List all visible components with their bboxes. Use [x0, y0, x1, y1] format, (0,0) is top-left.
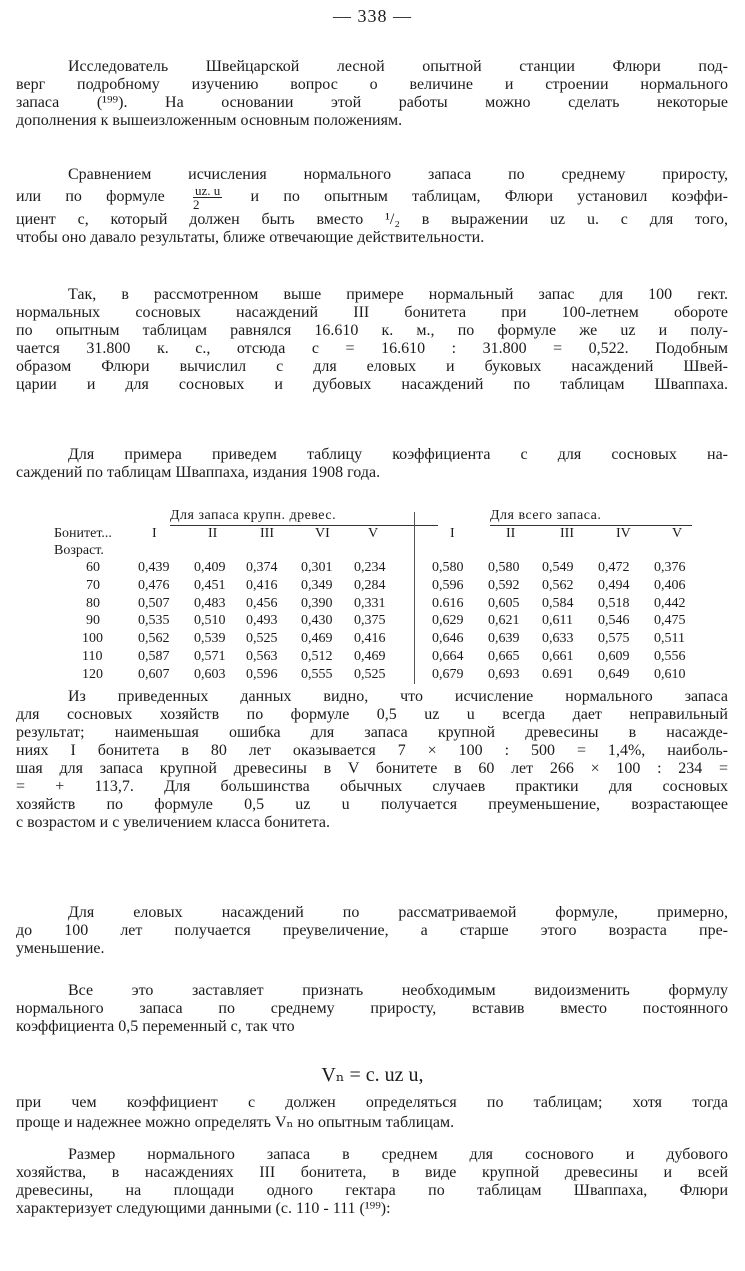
table-cell: 0,416 — [246, 577, 278, 593]
text-line: Размер нормального запаса в среднем для соснового и дубового — [68, 1146, 728, 1163]
table-cell: 0,563 — [246, 649, 278, 664]
table-cell: 0,584 — [542, 595, 574, 611]
table-cell: 0,390 — [301, 595, 333, 611]
table-cell: 0,592 — [488, 577, 520, 593]
table-cell: 0,639 — [488, 631, 520, 647]
table-cell: 0,562 — [138, 631, 170, 647]
paragraph-1 — [16, 58, 728, 130]
table-cell: 0,301 — [301, 560, 333, 575]
table-cell: 0,331 — [354, 595, 386, 611]
table-cell: 0,374 — [246, 560, 278, 575]
table-cell: 0,610 — [654, 666, 686, 682]
table-cell: 0,539 — [194, 631, 226, 647]
table-cell: 0,439 — [138, 560, 170, 575]
table-cell: 0,512 — [301, 649, 333, 664]
fraction — [193, 184, 222, 211]
table-cell: 0,535 — [138, 613, 170, 629]
table-column-header: V — [368, 526, 379, 541]
page-number: — 338 — — [333, 6, 412, 26]
table-column-header: IV — [616, 526, 631, 541]
table-cell: 0,442 — [654, 595, 686, 611]
text-line: образом Флюри вычислил с для еловых и буковых насаждений Швей- — [16, 358, 728, 375]
table-cell: 0,575 — [598, 631, 630, 647]
table-cell: 0,609 — [598, 649, 630, 664]
table-cell: 0,661 — [542, 649, 574, 664]
text-line: = + 113,7. Для большинства обычных случаев практики для сосновых — [16, 778, 728, 795]
table-cell: 0,629 — [432, 613, 464, 629]
text-line: Для еловых насаждений по рассматриваемой формуле, примерно, — [68, 904, 728, 921]
table-cell: 0,511 — [654, 631, 685, 647]
paragraph-2 — [16, 166, 729, 247]
table-cell: 0,621 — [488, 613, 520, 629]
text-line: до 100 лет получается преувеличение, а старше этого возраста пре- — [16, 922, 728, 939]
table-row-age: 120 — [82, 666, 103, 682]
table-row-age: 110 — [82, 649, 103, 664]
table-cell: 0,546 — [598, 613, 630, 629]
table-vertical-rule — [414, 512, 415, 684]
table-row-age: 90 — [86, 613, 100, 629]
text-line: с возрастом и с увеличением класса бонитета. — [16, 814, 330, 831]
text-line: дополнения к вышеизложенным основным положениям. — [16, 112, 403, 129]
table-row-age: 80 — [86, 595, 100, 611]
table-cell: 0,456 — [246, 595, 278, 611]
fraction-numerator: uz. u — [195, 183, 221, 198]
table-cell: 0,284 — [354, 577, 386, 593]
table-cell: 0,494 — [598, 577, 630, 593]
fraction-denominator: 2 — [193, 197, 200, 212]
table-cell: 0,416 — [354, 631, 386, 647]
text-line: хозяйства, в насаждениях III бонитета, в виде крупной древесины и всей — [16, 1164, 728, 1181]
table-cell: 0,510 — [194, 613, 226, 629]
paragraph-5 — [16, 688, 728, 832]
text-line: чается 31.800 к. с., отсюда c = 16.610 : 31.800 = 0,522. Подобным — [16, 340, 728, 357]
table-cell: 0,679 — [432, 666, 464, 682]
table-cell: 0,472 — [598, 560, 630, 575]
text-line: Из приведенных данных видно, что исчисление нормального запаса — [68, 688, 728, 705]
table-column-header: VI — [315, 526, 330, 541]
table-cell: 0,596 — [246, 666, 278, 682]
table-row-age: 100 — [82, 631, 103, 647]
paragraph-7 — [16, 982, 728, 1036]
text-line: результат; наименьшая ошибка для запаса крупной древесины в насажде- — [16, 724, 728, 741]
table-cell: 0,483 — [194, 595, 226, 611]
table-cell: 0,596 — [432, 577, 464, 593]
table-cell: 0,375 — [354, 613, 386, 629]
text-line: Все это заставляет признать необходимым видоизменить формулу — [68, 982, 728, 999]
text-line: запаса (¹⁹⁹). На основании этой работы можно сделать некоторые — [16, 94, 728, 111]
text-line: шая для запаса крупной древесины в V бонитете в 60 лет 266 × 100 : 234 = — [16, 760, 728, 777]
table-cell: 0,430 — [301, 613, 333, 629]
table-row-header-label: Бонитет... — [54, 526, 112, 541]
table-cell: 0,518 — [598, 595, 630, 611]
table-cell: 0,549 — [542, 560, 574, 575]
table-cell: 0,409 — [194, 560, 226, 575]
paragraph-4 — [16, 446, 728, 482]
table-cell: 0,587 — [138, 649, 170, 664]
table-cell: 0,376 — [654, 560, 686, 575]
table-cell: 0,476 — [138, 577, 170, 593]
table-column-header: I — [152, 526, 157, 541]
table-cell: 0,603 — [194, 666, 226, 682]
formula: Vₙ = c. uz u, — [321, 1064, 424, 1086]
table-cell: 0,605 — [488, 595, 520, 611]
table-cell: 0.691 — [542, 666, 574, 682]
table-group-header-total: Для всего запаса. — [490, 508, 602, 523]
table-cell: 0,646 — [432, 631, 464, 647]
text-line: саждений по таблицам Шваппаха, издания 1908 года. — [16, 464, 381, 481]
table-cell: 0,562 — [542, 577, 574, 593]
table-row-age: 60 — [86, 560, 100, 575]
table-column-header: II — [506, 526, 516, 541]
table-cell: 0,556 — [654, 649, 686, 664]
table-cell: 0,525 — [354, 666, 386, 682]
table-cell: 0,607 — [138, 666, 170, 682]
text-line: Сравнением исчисления нормального запаса по среднему приросту, — [68, 166, 728, 183]
table-cell: 0,633 — [542, 631, 574, 647]
table-cell: 0,693 — [488, 666, 520, 682]
table-cell: 0,525 — [246, 631, 278, 647]
table-cell: 0,664 — [432, 649, 464, 664]
text-line: Так, в рассмотренном выше примере нормальный запас для 100 гект. — [68, 286, 728, 303]
text-line: коэффициента 0,5 переменный с, так что — [16, 1018, 295, 1035]
divider — [490, 525, 692, 526]
text-line: Исследователь Швейцарской лесной опытной станции Флюри под- — [68, 58, 728, 75]
table-column-header: I — [450, 526, 455, 541]
table-cell: 0,234 — [354, 560, 386, 575]
table-column-header: III — [560, 526, 574, 541]
text-line: ниях I бонитета в 80 лет оказывается 7 × 100 : 500 = 1,4%, наиболь- — [16, 742, 728, 759]
text-line: чтобы оно давало результаты, ближе отвечающие действительности. — [16, 229, 485, 246]
text-line: нормального запаса по среднему приросту, вставив вместо постоянного — [16, 1000, 728, 1017]
paragraph-8 — [16, 1094, 728, 1132]
table-cell: 0,469 — [301, 631, 333, 647]
text-line: при чем коэффициент с должен определяться по таблицам; хотя тогда — [16, 1094, 728, 1111]
text-line: для сосновых хозяйств по формуле 0,5 uz u всегда дает неправильный — [16, 706, 728, 723]
table-cell: 0,493 — [246, 613, 278, 629]
table-cell: 0,555 — [301, 666, 333, 682]
text-line — [16, 184, 728, 211]
table-column-header: III — [260, 526, 274, 541]
text-line: циент с, который должен быть вместо ¹/₂ в выражении uz u. с для того, — [16, 211, 728, 228]
table-cell: 0,580 — [432, 560, 464, 575]
text-line: древесины, на площади одного гектара по таблицам Шваппаха, Флюри — [16, 1182, 728, 1199]
table-cell: 0,349 — [301, 577, 333, 593]
table-cell: 0,580 — [488, 560, 520, 575]
table-cell: 0,649 — [598, 666, 630, 682]
table-cell: 0,451 — [194, 577, 226, 593]
table-cell: 0,475 — [654, 613, 686, 629]
table-cell: 0,507 — [138, 595, 170, 611]
table-column-header: V — [672, 526, 683, 541]
text-line: хозяйств по формуле 0,5 uz u получается преуменьшение, возрастающее — [16, 796, 728, 813]
table-row-age: 70 — [86, 577, 100, 593]
table-cell: 0,611 — [542, 613, 573, 629]
text-fragment: и по опытным таблицам, Флюри установил коэффи- — [250, 188, 729, 206]
text-line: нормальных сосновых насаждений III бонитета при 100-летнем обороте — [16, 304, 728, 321]
table-column-header: II — [208, 526, 218, 541]
table-cell: 0,406 — [654, 577, 686, 593]
text-fragment: или по формуле — [16, 188, 165, 206]
paragraph-9 — [16, 1146, 728, 1218]
paragraph-6 — [16, 904, 728, 958]
text-line: проще и надежнее можно определять Vₙ но опытным таблицам. — [16, 1114, 455, 1131]
coefficient-table — [54, 508, 704, 688]
table-age-header: Возраст. — [54, 543, 104, 558]
table-cell: 0.616 — [432, 595, 464, 611]
table-cell: 0,469 — [354, 649, 386, 664]
table-cell: 0,571 — [194, 649, 226, 664]
table-cell: 0,665 — [488, 649, 520, 664]
table-group-header-timber: Для запаса крупн. древес. — [170, 508, 337, 523]
text-line: царии и для сосновых и дубовых насаждений по таблицам Шваппаха. — [16, 376, 728, 393]
text-line: характеризует следующими данными (с. 110 - 111 (¹⁹⁹): — [16, 1200, 391, 1217]
paragraph-3 — [16, 286, 728, 394]
text-line: Для примера приведем таблицу коэффициента с для сосновых на- — [68, 446, 728, 463]
text-line: по опытным таблицам равнялся 16.610 к. м., по формуле же uz и полу- — [16, 322, 728, 339]
text-line: верг подробному изучению вопрос о величине и строении нормального — [16, 76, 728, 93]
text-line: уменьшение. — [16, 940, 105, 957]
